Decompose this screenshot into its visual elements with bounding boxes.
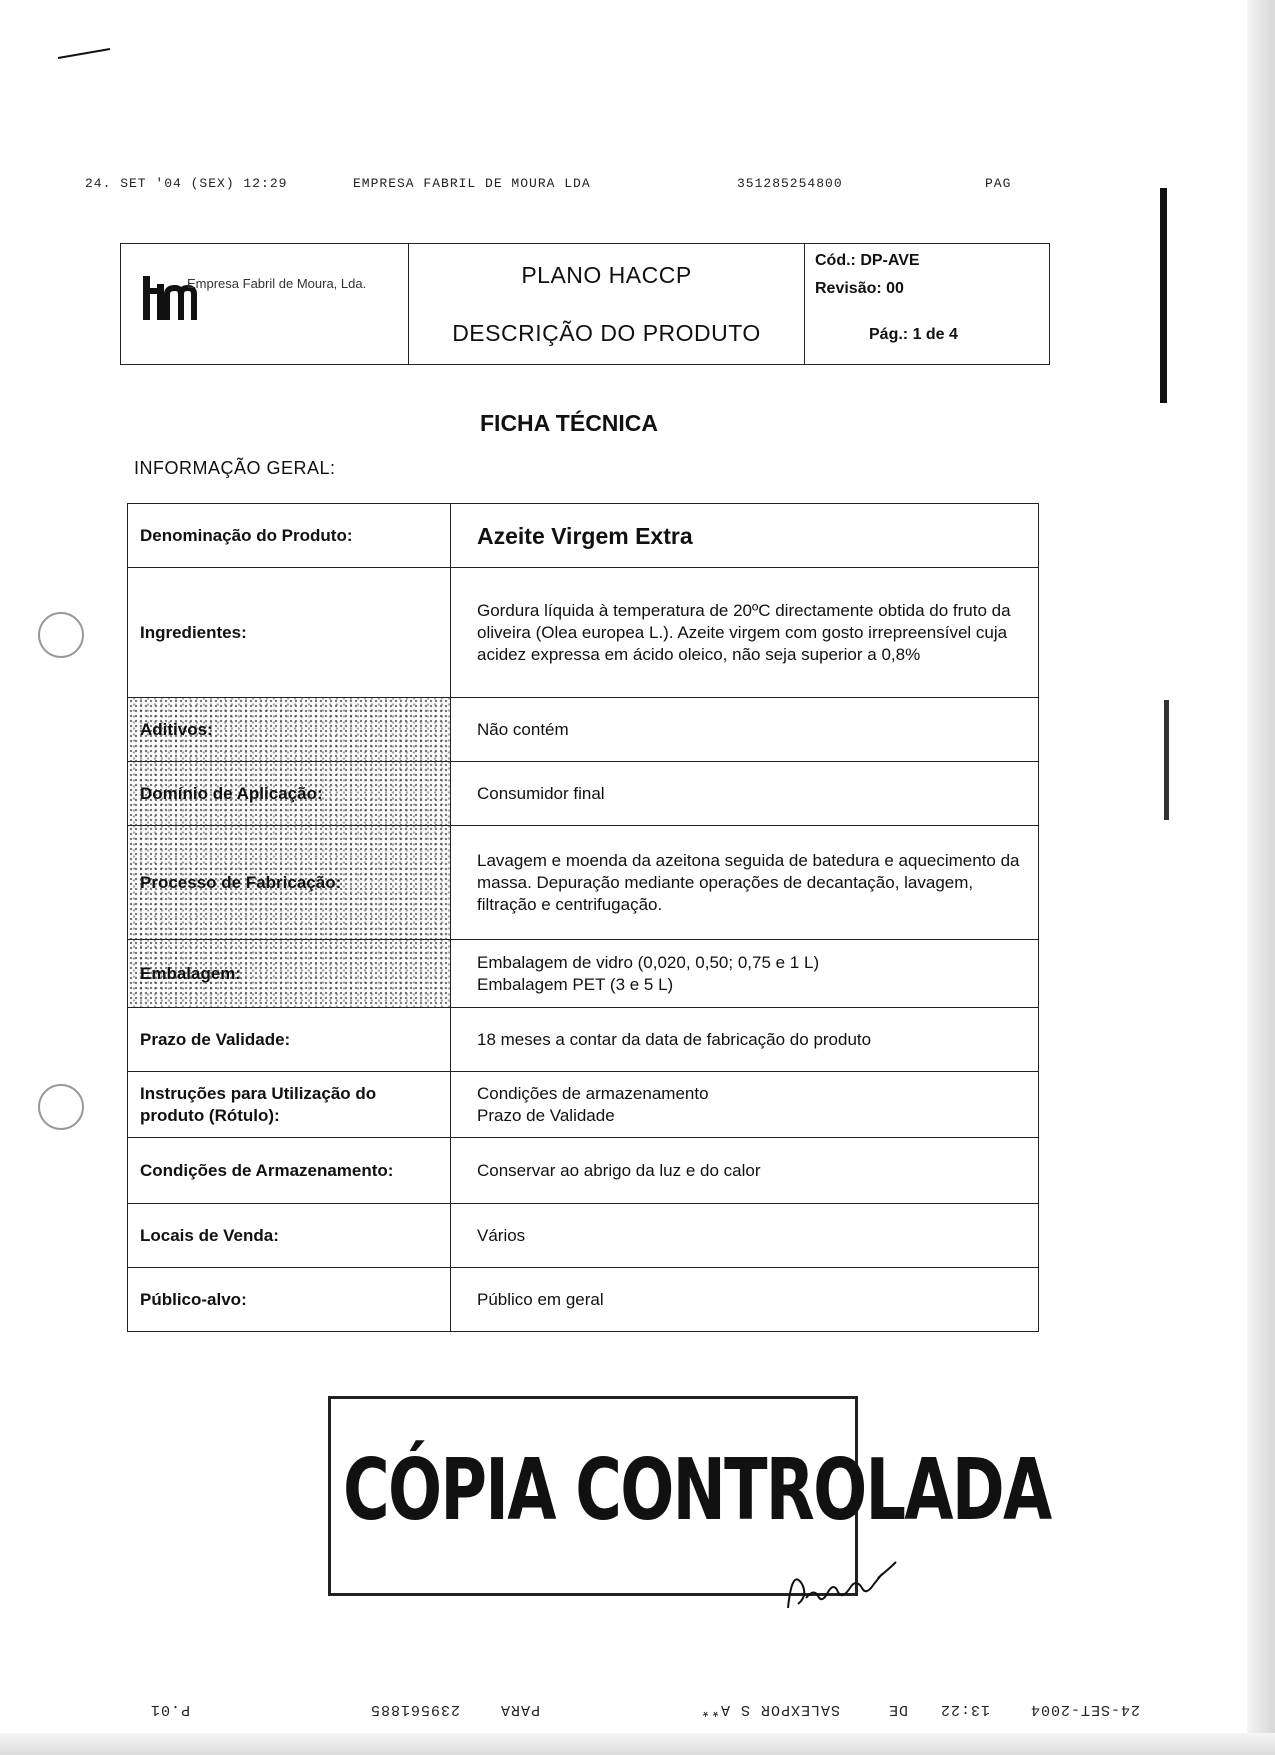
company-name: Empresa Fabril de Moura, Lda.: [187, 276, 367, 291]
table-row: [128, 1072, 1039, 1138]
row-label: Aditivos:: [128, 698, 451, 762]
fax-footer-date: 24-SET-2004: [1029, 1701, 1140, 1718]
row-label: Locais de Venda:: [128, 1204, 451, 1268]
fax-sender: EMPRESA FABRIL DE MOURA LDA: [353, 176, 591, 191]
row-value: Gordura líquida à temperatura de 20ºC directamente obtida do fruto da oliveira (Olea europea L.). Azeite virgem com gosto irrepreensível cuja acidez expressa em ácido oleico, não seja superior a 0,8%: [451, 568, 1039, 698]
header-meta-cell: [805, 244, 1049, 364]
fax-footer-time: 13:22: [939, 1701, 990, 1718]
row-value-multiline: [451, 1072, 1039, 1138]
product-name: Azeite Virgem Extra: [451, 504, 1039, 568]
fax-footer-page: P.01: [149, 1701, 190, 1718]
fax-date: 24. SET '04 (SEX) 12:29: [85, 176, 288, 191]
fax-page: PAG: [985, 176, 1012, 191]
product-spec-table: [127, 503, 1039, 1332]
row-value-multiline: [451, 940, 1039, 1008]
fax-footer-to-label: PARA: [499, 1701, 540, 1718]
row-label: Público-alvo:: [128, 1268, 451, 1332]
fax-footer-line: [100, 1696, 1140, 1720]
punch-hole-bottom: [38, 1084, 84, 1130]
row-value: Público em geral: [451, 1268, 1039, 1332]
table-row: [128, 826, 1039, 940]
document-revision: Revisão: 00: [815, 280, 904, 297]
table-row: [128, 568, 1039, 698]
fax-footer-from: SALEXPOR S A**: [699, 1701, 840, 1718]
punch-hole-top: [38, 612, 84, 658]
row-value: Consumidor final: [451, 762, 1039, 826]
document-title: DESCRIÇÃO DO PRODUTO: [452, 320, 761, 346]
row-value-line: Embalagem PET (3 e 5 L): [477, 974, 674, 994]
row-label: Prazo de Validade:: [128, 1008, 451, 1072]
scan-artifact-bar-lower: [1164, 700, 1169, 820]
table-row: [128, 1268, 1039, 1332]
sheet-title: FICHA TÉCNICA: [480, 410, 659, 436]
row-label: Instruções para Utilização do produto (Rótulo):: [128, 1072, 451, 1138]
plan-title: PLANO HACCP: [521, 262, 692, 288]
row-value: Conservar ao abrigo da luz e do calor: [451, 1138, 1039, 1204]
handwritten-signature-icon: [778, 1548, 908, 1618]
section-title: INFORMAÇÃO GERAL:: [134, 458, 336, 478]
header-logo-cell: [121, 244, 409, 364]
table-row: [128, 698, 1039, 762]
row-label: Condições de Armazenamento:: [128, 1138, 451, 1204]
row-value: Lavagem e moenda da azeitona seguida de batedura e aquecimento da massa. Depuração mediante operações de decantação, lavagem, filtração e centrifugação.: [451, 826, 1039, 940]
table-row: [128, 1138, 1039, 1204]
row-value-line: Prazo de Validade: [477, 1105, 615, 1125]
pen-mark-icon: [56, 46, 112, 60]
row-label: Processo de Fabricação:: [128, 826, 451, 940]
table-row: [128, 1204, 1039, 1268]
fax-footer-from-label: DE: [887, 1701, 908, 1718]
row-value: Não contém: [451, 698, 1039, 762]
row-label: Denominação do Produto:: [128, 504, 451, 568]
row-value-line: Embalagem de vidro (0,020, 0,50; 0,75 e 1 L): [477, 952, 820, 972]
scan-edge-shadow: [1247, 0, 1275, 1755]
table-row: [128, 1008, 1039, 1072]
fax-footer-to: 239561885: [369, 1701, 460, 1718]
row-label: Embalagem:: [128, 940, 451, 1008]
scan-bottom-shadow: [0, 1733, 1275, 1755]
row-label: Domínio de Aplicação:: [128, 762, 451, 826]
table-row: [128, 504, 1039, 568]
table-row: [128, 940, 1039, 1008]
document-header: [120, 243, 1050, 365]
document-page-number: Pág.: 1 de 4: [869, 326, 958, 343]
row-label: Ingredientes:: [128, 568, 451, 698]
document-code: Cód.: DP-AVE: [815, 252, 920, 269]
stamp-text: CÓPIA CONTROLADA: [343, 1441, 1051, 1540]
scan-artifact-bar: [1160, 188, 1167, 403]
row-value: Vários: [451, 1204, 1039, 1268]
fax-number: 351285254800: [737, 176, 843, 191]
row-value-line: Condições de armazenamento: [477, 1083, 709, 1103]
row-value: 18 meses a contar da data de fabricação do produto: [451, 1008, 1039, 1072]
table-row: [128, 762, 1039, 826]
header-title-cell: [409, 244, 805, 364]
